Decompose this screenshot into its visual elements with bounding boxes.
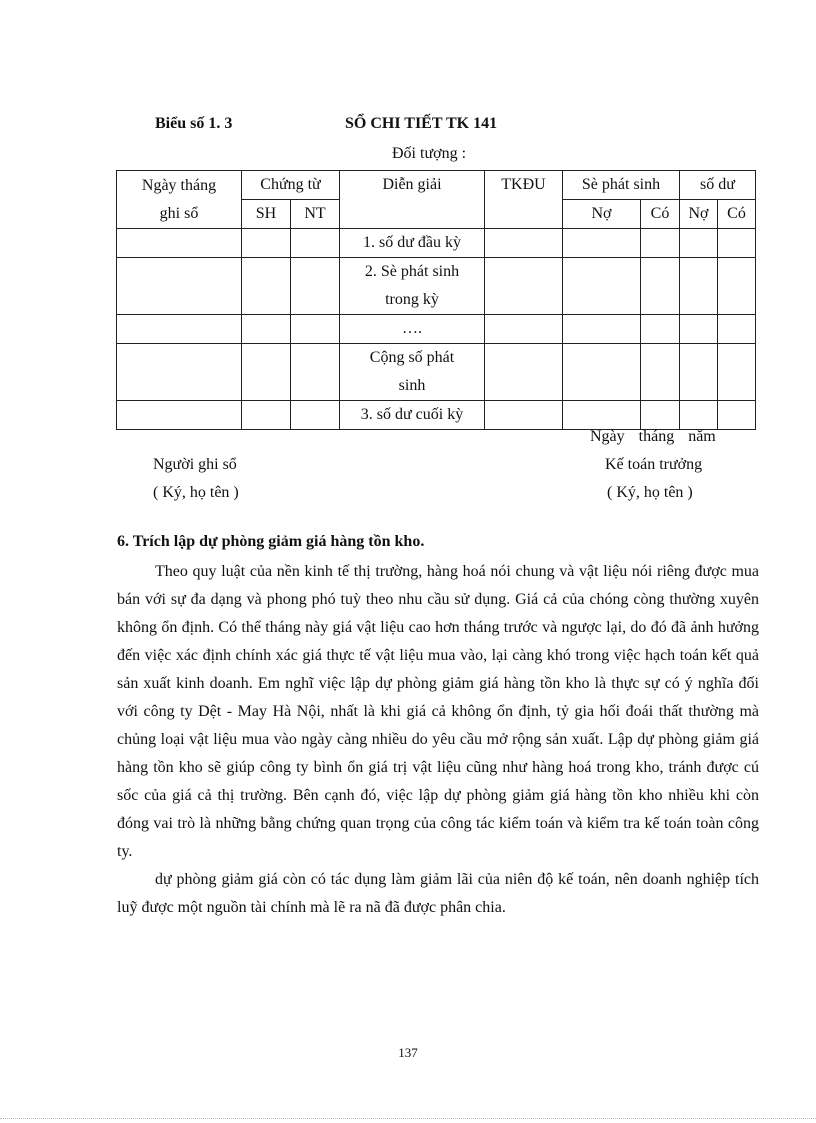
row-description: 2. Sè phát sinh trong kỳ xyxy=(340,258,485,315)
col-header-balance-debit: Nợ xyxy=(680,200,718,229)
table-row xyxy=(117,258,756,315)
paragraph: dự phòng giảm giá còn có tác dụng làm giảm lãi của niên độ kế toán, nên doanh nghiệp tích luỹ được một nguồn tài chính mà lẽ ra nã đã được phân chia. xyxy=(117,871,759,916)
col-header-nt: NT xyxy=(291,200,340,229)
col-header-arising-debit: Nợ xyxy=(563,200,641,229)
section-heading: 6. Trích lập dự phòng giảm giá hàng tồn kho. xyxy=(117,533,425,550)
chief-accountant-sign-note: ( Ký, họ tên ) xyxy=(607,484,693,501)
ledger-subject-label: Đối tượng : xyxy=(392,145,467,162)
bookkeeper-sign-note: ( Ký, họ tên ) xyxy=(153,484,239,501)
col-header-voucher: Chứng từ xyxy=(242,171,340,200)
form-label: Biểu số 1. 3 xyxy=(155,115,233,132)
col-header-balance: số dư xyxy=(680,171,756,200)
col-header-date: Ngày tháng ghi sổ xyxy=(117,171,242,229)
paragraph: Theo quy luật của nền kinh tế thị trường, hàng hoá nói chung và vật liệu nói riêng được mua bán với sự đa dạng và phong phó tuỳ theo nhu cầu sử dụng. Giá cả của chóng còng thường xuyên không ổn định. Có thể tháng này giá vật liệu cao hơn tháng trước và ngược lại, do đó đã ảnh hưởng đến việc xác định chính xác giá thực tế vật liệu mua vào, lại càng khó trong việc hạch toán kết quả sản xuất kinh doanh. Em nghĩ việc lập dự phòng giảm giá hàng tồn kho là thực sự có ý nghĩa đối với công ty Dệt - May Hà Nội, nhất là khi giá cả không ổn định, tỷ gia hối đoái thất thường mà chủng loại vật liệu mua vào ngày càng nhiều do yêu cầu mở rộng sản xuất. Lập dự phòng giảm giá hàng tồn kho sẽ giúp công ty bình ổn giá trị vật liệu cũng như hàng hoá trong kho, tránh được cú sốc của giá cả thị trường. Bên cạnh đó, việc lập dự phòng giảm giá hàng tồn kho nhiều khi còn đóng vai trò là những bằng chứng quan trọng của công tác kiểm toán và kiểm tra kế toán toàn công ty. xyxy=(117,563,759,860)
table-row xyxy=(117,315,756,344)
table-row xyxy=(117,229,756,258)
ledger-table xyxy=(116,170,756,430)
page-number: 137 xyxy=(398,1045,418,1060)
col-header-arising: Sè phát sinh xyxy=(563,171,680,200)
col-header-description: Diễn giải xyxy=(340,171,485,229)
row-description: Cộng số phát sinh xyxy=(340,344,485,401)
row-description: 3. số dư cuối kỳ xyxy=(340,401,485,430)
table-header-row xyxy=(117,171,756,200)
ledger-title: SỔ CHI TIẾT TK 141 xyxy=(345,115,498,132)
col-header-account: TKĐU xyxy=(485,171,563,229)
bookkeeper-title: Người ghi sổ xyxy=(153,456,237,473)
chief-accountant-title: Kế toán trưởng xyxy=(605,456,703,473)
table-row xyxy=(117,344,756,401)
col-header-arising-credit: Có xyxy=(641,200,680,229)
section-body xyxy=(117,558,759,922)
table-row xyxy=(117,401,756,430)
footer-divider xyxy=(0,1118,816,1119)
col-header-sh: SH xyxy=(242,200,291,229)
row-description: 1. số dư đầu kỳ xyxy=(340,229,485,258)
row-description: …. xyxy=(340,315,485,344)
col-header-balance-credit: Có xyxy=(718,200,756,229)
signature-date-line: Ngày tháng năm xyxy=(590,428,716,445)
